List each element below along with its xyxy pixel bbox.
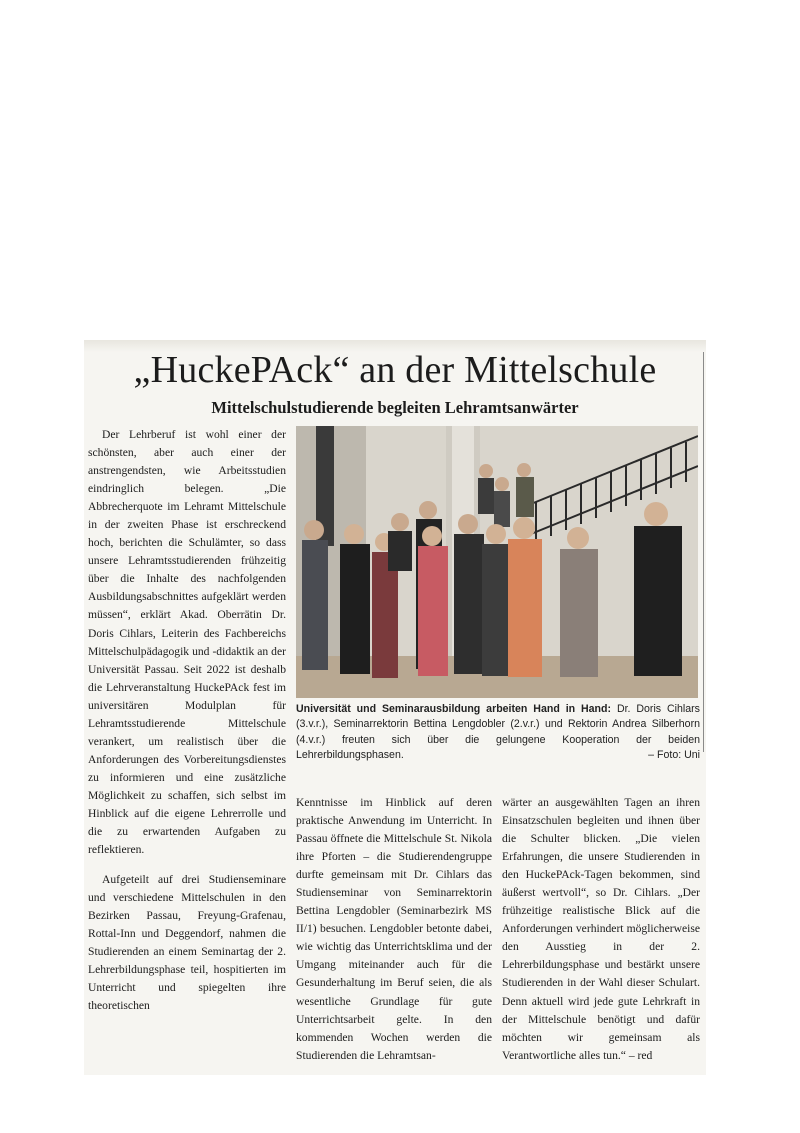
article-headline: „HuckePAck“ an der Mittelschule bbox=[133, 349, 657, 391]
photo-caption bbox=[296, 702, 700, 763]
group-photo bbox=[296, 426, 698, 698]
paragraph: Aufgeteilt auf drei Studienseminare und verschiedene Mittelschulen in den Bezirken Passau, Freyung-Grafenau, Rottal-Inn und Deggendorf, nahmen die Studierenden an einem Seminartag der 2. Lehrerbildungsphase teil, hospitierten im Unterricht und spiegelten ihre theoretischen bbox=[88, 873, 286, 1013]
paragraph: Der Lehrberuf ist wohl einer der schönsten, aber auch einer der anstrengendsten, wie Arbeitsstudien eindringlich belegen. „Die Abbrecherquote im Lehramt Mittelschule in der zweiten Phase ist erschreckend hoch, berichten die Schulämter, so dass unsere Lehramtsstudierenden frühzeitig über die Inhalte des nachfolgenden Ausbildungsabschnittes aufgeklärt werden müssen“, erklärt Akad. Oberrätin Dr. Doris Cihlars, Leiterin des Fachbereichs Mittelschulpädagogik und -didaktik an der Universität Passau. Seit 2022 ist deshalb die Lehrveranstaltung HuckePAck fest im universitären Modulplan für Lehramtsstudierende Mittelschule verankert, um realistisch über die Anforderungen des Vorbereitungsdienstes zu informieren und eine zusätzliche Möglichkeit zu schaffen, sich selbst im Hinblick auf die eigene Lehrerrolle und die zu erwartenden Aufgaben zu reflektieren. bbox=[88, 428, 286, 857]
caption-lead: Universität und Seminarausbildung arbeiten Hand in Hand: bbox=[296, 703, 612, 715]
article-subheadline: Mittelschulstudierende begleiten Lehramtsanwärter bbox=[211, 398, 579, 417]
paragraph: Kenntnisse im Hinblick auf deren praktische Anwendung im Unterricht. In Passau öffnete die Mittelschule St. Nikola ihre Pforten – die Studierendengruppe durfte gemeinsam mit Dr. Cihlars das Studienseminar von Seminarrektorin Bettina Lengdobler (Seminarbezirk MS II/1) besuchen. Lengdobler betonte dabei, wie wichtig das Unterrichtsklima und der Umgang miteinander auch für die Gesunderhaltung im Beruf seien, die als wesentliche Grundlage für gute Unterrichtsarbeit gelte. In den kommenden Wochen werden die Studierenden die Lehramtsan- bbox=[296, 796, 492, 1062]
text-column-1 bbox=[88, 426, 286, 1016]
text-column-2 bbox=[296, 794, 492, 1065]
newspaper-clipping bbox=[84, 340, 706, 1075]
author-signoff: – red bbox=[628, 1048, 653, 1062]
photo-credit: – Foto: Uni bbox=[648, 748, 700, 761]
text-column-3 bbox=[502, 794, 700, 1065]
paragraph bbox=[502, 794, 700, 1065]
group-photo-illustration bbox=[296, 426, 698, 698]
paragraph-text: wärter an ausgewählten Tagen an ihren Einsatzschulen begleiten und ihnen über die Schulter blicken. „Die vielen Erfahrungen, die unsere Studierenden in den HuckePAck-Tagen bekommen, sind äußerst wertvoll“, so Dr. Cihlars. „Der frühzeitige realistische Blick auf die Anforderungen verhindert möglicherweise den Ausstieg in der 2. Lehrerbildungsphase und bestärkt unsere Studierenden in der Wahl dieser Schulart. Denn aktuell wird jede gute Lehrkraft in der Mittelschule benötigt und dafür möchten wir gemeinsam als Verantwortliche alles tun.“ bbox=[502, 796, 700, 1062]
caption-text: Dr. Doris Cihlars (3.v.r.), Seminarrektorin Bettina Lengdobler (2.v.r.) und Rektorin Andrea Silberhorn (4.v.r.) freuten sich über die gelungene Kooperation der beiden Lehrerbildungsphasen. bbox=[296, 703, 700, 761]
